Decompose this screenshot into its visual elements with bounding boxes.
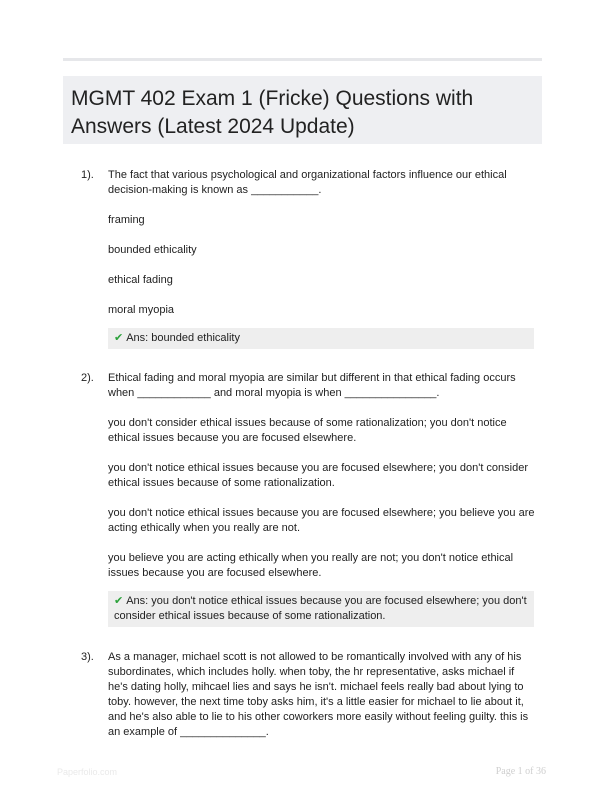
question-text: As a manager, michael scott is not allowed to be romantically involved with any of his subordinates, which includes holly. when toby, the hr representative, asks michael if he's dating holly, mihcael lies and says he isn't. michael feels really bad about lying to toby. however, the next time toby asks him, it's a little easier for michael to lie about it, and he's also able to lie to his other coworkers more easily without feeling guilty. this is an example of ______________. [108,651,529,738]
document-title: MGMT 402 Exam 1 (Fricke) Questions with Answers (Latest 2024 Update) [71,87,474,138]
question-body [108,371,536,622]
option-2: bounded ethicality [108,244,197,256]
page-number: Page 1 of 36 [495,766,546,777]
question-number: 2). [81,372,94,384]
check-icon: ✔ [114,332,124,344]
option-4: moral myopia [108,304,175,316]
option-4: you believe you are acting ethically when you really are not; you don't notice ethical issues because you are focused elsewhere. [108,552,514,579]
title-banner [63,76,542,144]
option-1: you don't consider ethical issues because of some rationalization; you don't notice ethical issues because you are focused elsewhere. [108,417,507,444]
answer-text: Ans: bounded ethicality [126,332,240,344]
answer-text: Ans: you don't notice ethical issues because you are focused elsewhere; you don't consider ethical issues because of some rationalization. [114,595,527,622]
top-divider [63,58,542,61]
answer-box [108,591,534,627]
option-3: you don't notice ethical issues because you are focused elsewhere; you believe you are acting ethically when you really are not. [108,507,535,534]
question-number: 3). [81,651,94,663]
option-3: ethical fading [108,274,173,286]
question-text: Ethical fading and moral myopia are similar but different in that ethical fading occurs when ____________ and moral myopia is when _______________. [108,372,516,399]
option-2: you don't notice ethical issues because you are focused elsewhere; you don't consider ethical issues because of some rationalization. [108,462,529,489]
answer-box [108,328,534,349]
footer-watermark: Paperfolio.com [57,767,118,777]
question-text: The fact that various psychological and organizational factors influence our ethical decision-making is known as ___________. [108,169,507,196]
option-1: framing [108,214,145,226]
question-number: 1). [81,169,94,181]
question-body [108,168,536,344]
check-icon: ✔ [114,595,124,607]
question-body [108,650,536,740]
